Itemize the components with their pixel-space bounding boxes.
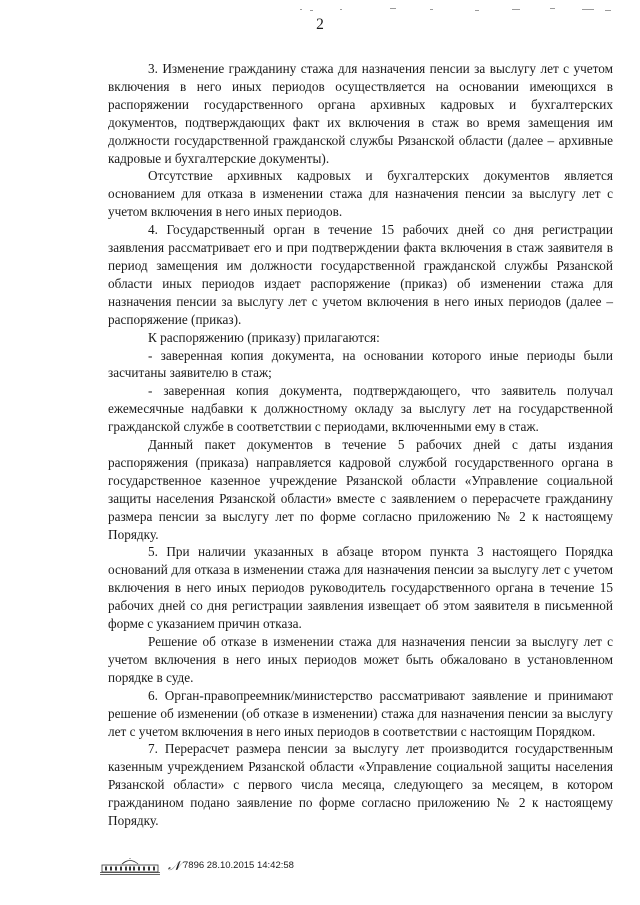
paragraph: - заверенная копия документа, подтверждающего, что заявитель получал ежемесячные надбавки к должностному окладу за выслугу лет на государственной гражданской службе в соответствии с периодами, включенными ему в стаж. bbox=[108, 383, 613, 435]
paragraph: К распоряжению (приказу) прилагаются: bbox=[148, 329, 380, 345]
government-building-seal-icon bbox=[98, 858, 162, 876]
page-number: 2 bbox=[316, 16, 324, 33]
paragraph: 3. Изменение гражданину стажа для назначения пенсии за выслугу лет с учетом включения в него иных периодов осуществляется на основании имеющихся в распоряжении государственного органа архивных кадровых и бухгалтерских документов, подтверждающих факт их включения в стаж во время замещения им должности государственной гражданской службы Рязанской области (далее – архивные кадровые и бухгалтерские документы). bbox=[108, 61, 613, 166]
document-body bbox=[108, 60, 613, 830]
paragraph: Данный пакет документов в течение 5 рабочих дней с даты издания распоряжения (приказа) направляется кадровой службой государственного органа в государственное казенное учреждение Рязанской области «Управление социальной защиты населения Рязанской области» вместе с заявлением о перерасчете гражданину размера пенсии за выслугу лет по форме согласно приложению № 2 к настоящему Порядку. bbox=[108, 437, 613, 542]
registration-stamp: 7896 28.10.2015 14:42:58 bbox=[183, 860, 294, 871]
registration-sign: 𝒩 bbox=[168, 858, 181, 873]
paragraph: - заверенная копия документа, на основании которого иные периоды были засчитаны заявителю в стаж; bbox=[108, 347, 613, 381]
paragraph: Отсутствие архивных кадровых и бухгалтерских документов является основанием для отказа в изменении стажа для назначения пенсии за выслугу лет с учетом включения в него иных периодов. bbox=[108, 168, 613, 220]
paragraph: 6. Орган-правопреемник/министерство рассматривают заявление и принимают решение об изменении (об отказе в изменении) стажа для назначения пенсии за выслугу лет с учетом включения в него иных периодов в соответствии с настоящим Порядком. bbox=[108, 687, 613, 739]
paragraph: Решение об отказе в изменении стажа для назначения пенсии за выслугу лет с учетом включения в него иных периодов может быть обжаловано в установленном порядке в суде. bbox=[108, 634, 613, 685]
document-footer bbox=[98, 856, 458, 878]
paragraph: 4. Государственный орган в течение 15 рабочих дней со дня регистрации заявления рассматривает его и при подтверждении факта включения в стаж заявителя в период замещения им должности государственной гражданской службы Рязанской области иных периодов издает распоряжение (приказ) об изменении стажа для назначения пенсии за выслугу лет с учетом включения в него иных периодов (далее – распоряжение (приказ). bbox=[108, 222, 613, 327]
paragraph: 5. При наличии указанных в абзаце втором пункта 3 настоящего Порядка оснований для отказа в изменении стажа для назначения пенсии за выслугу лет с учетом включения в него иных периодов руководитель государственного органа в течение 15 рабочих дней со дня регистрации заявления извещает об этом заявителя в письменной форме с указанием причин отказа. bbox=[108, 544, 613, 632]
paragraph: 7. Перерасчет размера пенсии за выслугу лет производится государственным казенным учреждением Рязанской области «Управление социальной защиты населения Рязанской области» с первого числа месяца, следующего за месяцем, в котором гражданином подано заявление по форме согласно приложению № 2 к настоящему Порядку. bbox=[108, 741, 613, 829]
scan-artifact-marks bbox=[300, 6, 620, 14]
